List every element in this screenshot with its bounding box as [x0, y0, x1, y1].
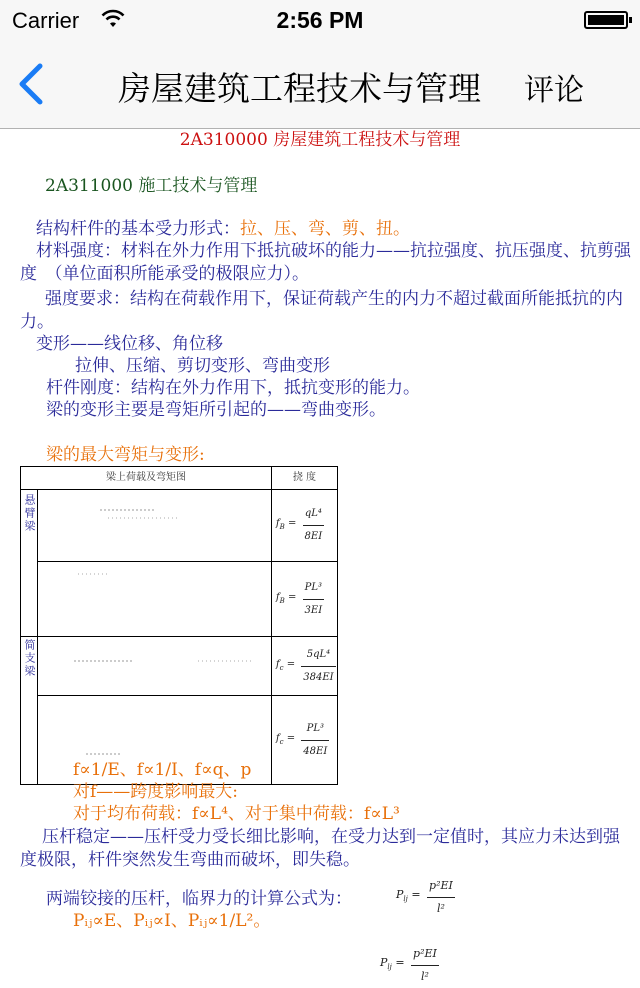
simple-uniform-load-diagram — [38, 637, 271, 689]
line-forms — [36, 218, 410, 240]
battery-icon — [584, 11, 628, 29]
line-load-cases: 对于均布荷载：f∝L⁴、对于集中荷载：f∝L³ — [73, 804, 400, 824]
clock: 2:56 PM — [276, 7, 364, 33]
deflection-formula: $f_c$ = $\frac{\text{PL³}}{48EI}$ — [271, 696, 337, 785]
table-header-deflection: 挠 度 — [271, 467, 337, 490]
section-title: 梁的最大弯矩与变形: — [46, 445, 205, 465]
beam-table — [20, 466, 338, 785]
critical-force-formula: $P_{lj}$ = $\frac{\text{p²EI}}{\text{l²}}$ — [392, 875, 455, 920]
beam-diagram — [37, 562, 271, 637]
navigation-bar — [0, 40, 640, 129]
line-deformation-types: 拉伸、压缩、剪切变形、弯曲变形 — [75, 356, 330, 376]
deflection-formula: $f_B$ = $\frac{\text{qL⁴}}{8EI}$ — [271, 490, 337, 562]
line-forms-prefix: 结构杆件的基本受力形式： — [36, 219, 240, 239]
status-bar — [0, 0, 640, 40]
doc-subheading: 2A311000 施工技术与管理 — [45, 176, 258, 196]
table-row — [21, 490, 338, 562]
back-chevron-icon[interactable] — [12, 60, 52, 108]
page-title: 房屋建筑工程技术与管理 — [118, 69, 481, 108]
comment-button[interactable]: 评论 — [524, 73, 584, 108]
beam-diagram — [37, 637, 271, 696]
doc-heading: 2A310000 房屋建筑工程技术与管理 — [179, 130, 461, 150]
line-critical-force: 两端铰接的压杆，临界力的计算公式为： — [46, 889, 352, 909]
line-strength-requirement: 强度要求：结构在荷载作用下，保证荷载产生的内力不超过截面所能抵抗的内力。 — [20, 289, 623, 332]
table-row — [21, 562, 338, 637]
document-content — [0, 129, 640, 983]
line-critical-proportionality: Pᵢⱼ∝E、Pᵢⱼ∝I、Pᵢⱼ∝1/L²。 — [73, 911, 271, 931]
cantilever-point-load-diagram — [38, 562, 271, 630]
line-beam-deformation: 梁的变形主要是弯矩所引起的——弯曲变形。 — [46, 400, 386, 420]
line-forms-list: 拉、压、弯、剪、扭。 — [240, 219, 410, 239]
label-cantilever: 悬臂梁 — [21, 490, 38, 637]
line-material-strength: 材料强度：材料在外力作用下抵抗破坏的能力——抗拉强度、抗压强度、抗剪强度 （单位面积所能承受的极限应力）。 — [20, 241, 631, 284]
critical-force-formula-2: $P_{lj}$ = $\frac{\text{p²EI}}{\text{l²}}$ — [376, 943, 439, 988]
beam-diagram — [37, 490, 271, 562]
table-header-diagram: 梁上荷载及弯矩图 — [21, 467, 272, 490]
table-row — [21, 637, 338, 696]
line-proportionality: f∝1/E、f∝1/I、f∝q、p — [73, 760, 252, 780]
line-buckling: 压杆稳定——压杆受力受长细比影响，在受力达到一定值时，其应力未达到强度极限，杆件突然发生弯曲而破坏，即失稳。 — [20, 827, 620, 870]
line-stiffness: 杆件刚度：结构在外力作用下，抵抗变形的能力。 — [46, 378, 420, 398]
carrier-label: Carrier — [12, 8, 80, 33]
deflection-formula: $f_c$ = $\frac{\text{5qL⁴}}{384EI}$ — [271, 637, 337, 696]
deflection-formula: $f_B$ = $\frac{\text{PL³}}{3EI}$ — [271, 562, 337, 637]
label-simply-supported: 简支梁 — [21, 637, 38, 785]
line-deformation: 变形——线位移、角位移 — [36, 334, 223, 354]
cantilever-uniform-load-diagram — [38, 490, 271, 555]
line-span-influence: 对f——跨度影响最大: — [73, 782, 239, 802]
